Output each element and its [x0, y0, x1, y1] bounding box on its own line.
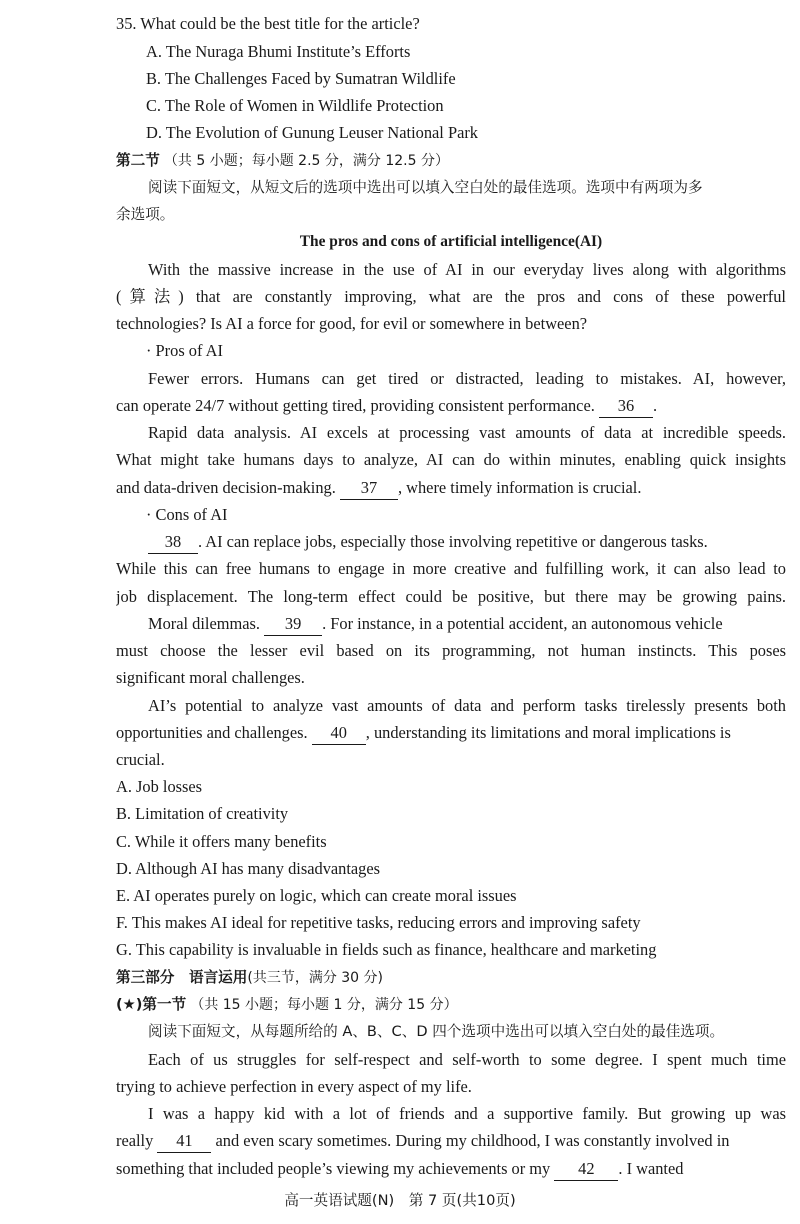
part3-paragraph-2-line-3	[116, 1155, 786, 1182]
article-title: The pros and cons of artificial intelligence(AI)	[299, 233, 603, 250]
question-35-stem: 35. What could be the best title for the article?	[116, 14, 420, 33]
paragraph-2-line-2	[116, 392, 786, 419]
section2-heading: 第二节	[116, 152, 160, 169]
q35-option-d: D. The Evolution of Gunung Leuser National Park	[146, 123, 478, 142]
choice-a: A. Job losses	[116, 777, 203, 796]
part3-paragraph-2-line-1: I was a happy kid with a lot of friends and a supportive family. But growing up was	[148, 1104, 786, 1123]
part3-paragraph-1-line-1: Each of us struggles for self-respect and self-worth to some degree. I spent much time	[148, 1050, 786, 1069]
paragraph-1-line-1: With the massive increase in the use of AI in our everyday lives along with algorithms	[148, 260, 786, 279]
paragraph-3-line-2: What might take humans days to analyze, AI can do within minutes, enabling quick insights	[116, 450, 786, 469]
choice-c: C. While it offers many benefits	[116, 832, 327, 851]
part3-note: (共三节，满分 30 分)	[247, 970, 383, 986]
paragraph-1-line-3: technologies? Is AI a force for good, for evil or somewhere in between?	[116, 314, 588, 333]
paragraph-4-line-3: job displacement. The long-term effect could be positive, but there may be growing pains.	[116, 587, 786, 606]
paragraph-6-line-1: AI’s potential to analyze vast amounts of data and perform tasks tirelessly presents both	[148, 696, 786, 715]
choice-f: F. This makes AI ideal for repetitive tasks, reducing errors and improving safety	[116, 913, 641, 932]
choice-g: G. This capability is invaluable in fields such as finance, healthcare and marketing	[116, 940, 657, 959]
q35-option-b: B. The Challenges Faced by Sumatran Wildlife	[146, 69, 456, 88]
pros-heading: · Pros of AI	[146, 341, 223, 360]
paragraph-5-line-1	[148, 610, 786, 637]
part3-paragraph-2-line-2	[116, 1127, 786, 1154]
part3-paragraph-2-line-3-end: . I wanted	[618, 1159, 684, 1178]
q35-option-a: A. The Nuraga Bhumi Institute’s Efforts	[146, 42, 411, 61]
q35-option-c: C. The Role of Women in Wildlife Protection	[146, 96, 444, 115]
paragraph-6-line-2-end: , understanding its limitations and moral implications is	[365, 723, 731, 742]
paragraph-2-line-2-end: .	[652, 396, 658, 415]
paragraph-5-line-3: significant moral challenges.	[116, 668, 305, 687]
part3-paragraph-2-line-3-text: something that included people’s viewing my achievements or my	[116, 1159, 551, 1178]
paragraph-2-line-2-text: can operate 24/7 without getting tired, providing consistent performance.	[116, 396, 595, 415]
paragraph-3-line-1: Rapid data analysis. AI excels at processing vast amounts of data at incredible speeds.	[148, 423, 786, 442]
choice-b: B. Limitation of creativity	[116, 804, 289, 823]
paragraph-4-line-1	[148, 528, 786, 555]
part3-heading-line	[116, 963, 786, 990]
paragraph-6-line-2-text: opportunities and challenges.	[116, 723, 308, 742]
cons-heading: · Cons of AI	[146, 505, 228, 524]
blank-41: 41	[157, 1131, 211, 1153]
section2-note: （共 5 小题；每小题 2.5 分，满分 12.5 分）	[163, 153, 449, 169]
blank-42: 42	[554, 1159, 618, 1181]
blank-40: 40	[312, 723, 366, 745]
paragraph-3-line-3	[116, 474, 786, 501]
paragraph-5-line-1-end: . For instance, in a potential accident, an autonomous vehicle	[322, 614, 723, 633]
part3-section1-heading: (★)第一节	[116, 996, 187, 1013]
page-footer: 高一英语试题(N) 第 7 页(共10页)	[284, 1192, 516, 1209]
paragraph-3-line-3-text: and data-driven decision-making.	[116, 478, 336, 497]
blank-36: 36	[599, 396, 653, 418]
paragraph-6-line-3: crucial.	[116, 750, 165, 769]
paragraph-5-line-1-text: Moral dilemmas.	[148, 614, 260, 633]
part3-instruction: 阅读下面短文，从每题所给的 A、B、C、D 四个选项中选出可以填入空白处的最佳选项。	[148, 1023, 725, 1040]
paragraph-4-line-2: While this can free humans to engage in more creative and fulfilling work, it can also lead to	[116, 559, 786, 578]
part3-section1-note: （共 15 小题；每小题 1 分，满分 15 分）	[190, 997, 458, 1013]
paragraph-6-line-2	[116, 719, 786, 746]
blank-39: 39	[264, 614, 322, 636]
choice-d: D. Although AI has many disadvantages	[116, 859, 381, 878]
section2-instruction-2: 余选项。	[116, 206, 175, 223]
paragraph-4-line-1-text: . AI can replace jobs, especially those involving repetitive or dangerous tasks.	[198, 532, 708, 551]
paragraph-3-line-3-end: , where timely information is crucial.	[397, 478, 642, 497]
section2-heading-line	[116, 146, 786, 173]
blank-38: 38	[148, 532, 198, 554]
part3-paragraph-1-line-2: trying to achieve perfection in every aspect of my life.	[116, 1077, 472, 1096]
part3-paragraph-2-line-2-end: and even scary sometimes. During my childhood, I was constantly involved in	[215, 1131, 730, 1150]
part3-paragraph-2-line-2-text: really	[116, 1131, 154, 1150]
paragraph-5-line-2: must choose the lesser evil based on its programming, not human instincts. This poses	[116, 641, 786, 660]
section2-instruction-1: 阅读下面短文，从短文后的选项中选出可以填入空白处的最佳选项。选项中有两项为多	[148, 179, 703, 196]
paragraph-1-line-2: (算法) that are constantly improving, what are the pros and cons of these powerful	[116, 287, 786, 306]
part3-heading: 第三部分 语言运用	[116, 969, 248, 986]
paragraph-2-line-1: Fewer errors. Humans can get tired or distracted, leading to mistakes. AI, however,	[148, 369, 786, 388]
blank-37: 37	[340, 478, 398, 500]
choice-e: E. AI operates purely on logic, which can create moral issues	[116, 886, 517, 905]
part3-section1-heading-line	[116, 990, 786, 1017]
